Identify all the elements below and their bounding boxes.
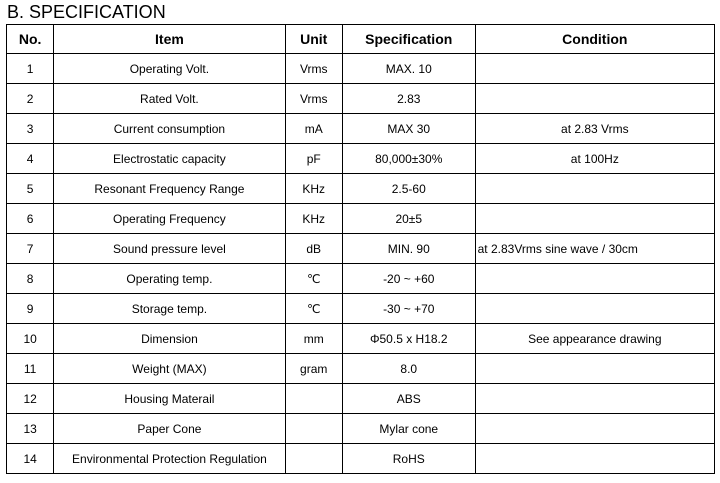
cell-specification: MAX 30 (342, 114, 475, 144)
header-unit: Unit (285, 25, 342, 54)
cell-specification: -20 ~ +60 (342, 264, 475, 294)
cell-condition (475, 384, 714, 414)
cell-item: Resonant Frequency Range (54, 174, 285, 204)
cell-no: 12 (7, 384, 54, 414)
header-specification: Specification (342, 25, 475, 54)
cell-specification: Mylar cone (342, 414, 475, 444)
table-row (7, 174, 715, 204)
cell-unit: KHz (285, 204, 342, 234)
table-row (7, 414, 715, 444)
cell-no: 11 (7, 354, 54, 384)
cell-no: 6 (7, 204, 54, 234)
cell-specification: 80,000±30% (342, 144, 475, 174)
cell-no: 14 (7, 444, 54, 474)
table-row (7, 204, 715, 234)
cell-unit (285, 414, 342, 444)
cell-no: 7 (7, 234, 54, 264)
cell-specification: MAX. 10 (342, 54, 475, 84)
cell-condition (475, 264, 714, 294)
table-body (7, 54, 715, 474)
cell-item: Current consumption (54, 114, 285, 144)
cell-unit: mA (285, 114, 342, 144)
section-title: B. SPECIFICATION (7, 2, 166, 22)
cell-specification: RoHS (342, 444, 475, 474)
cell-unit (285, 444, 342, 474)
table-row (7, 294, 715, 324)
cell-unit: ℃ (285, 264, 342, 294)
cell-unit: dB (285, 234, 342, 264)
table-row (7, 444, 715, 474)
header-item: Item (54, 25, 285, 54)
cell-item: Storage temp. (54, 294, 285, 324)
cell-specification: Φ50.5 x H18.2 (342, 324, 475, 354)
cell-specification: ABS (342, 384, 475, 414)
cell-condition (475, 84, 714, 114)
cell-unit: Vrms (285, 84, 342, 114)
cell-item: Sound pressure level (54, 234, 285, 264)
cell-condition (475, 444, 714, 474)
cell-item: Electrostatic capacity (54, 144, 285, 174)
table-row (7, 144, 715, 174)
cell-no: 5 (7, 174, 54, 204)
specification-table (6, 24, 715, 474)
cell-item: Paper Cone (54, 414, 285, 444)
header-no: No. (7, 25, 54, 54)
table-row (7, 234, 715, 264)
cell-item: Operating temp. (54, 264, 285, 294)
cell-no: 13 (7, 414, 54, 444)
table-row (7, 324, 715, 354)
cell-no: 1 (7, 54, 54, 84)
table-row (7, 114, 715, 144)
cell-unit: mm (285, 324, 342, 354)
cell-specification: 20±5 (342, 204, 475, 234)
cell-specification: -30 ~ +70 (342, 294, 475, 324)
cell-condition: at 2.83Vrms sine wave / 30cm (475, 234, 714, 264)
cell-condition (475, 54, 714, 84)
cell-condition (475, 294, 714, 324)
cell-item: Housing Materail (54, 384, 285, 414)
cell-no: 3 (7, 114, 54, 144)
cell-specification: 2.5-60 (342, 174, 475, 204)
cell-item: Operating Volt. (54, 54, 285, 84)
table-row (7, 354, 715, 384)
cell-condition: See appearance drawing (475, 324, 714, 354)
table-row (7, 54, 715, 84)
cell-no: 8 (7, 264, 54, 294)
cell-item: Rated Volt. (54, 84, 285, 114)
table-row (7, 384, 715, 414)
cell-item: Weight (MAX) (54, 354, 285, 384)
cell-no: 9 (7, 294, 54, 324)
cell-unit: ℃ (285, 294, 342, 324)
cell-unit: Vrms (285, 54, 342, 84)
cell-condition: at 100Hz (475, 144, 714, 174)
cell-condition (475, 354, 714, 384)
cell-item: Dimension (54, 324, 285, 354)
cell-condition (475, 414, 714, 444)
cell-specification: 8.0 (342, 354, 475, 384)
cell-no: 2 (7, 84, 54, 114)
table-row (7, 264, 715, 294)
cell-unit (285, 384, 342, 414)
cell-specification: MIN. 90 (342, 234, 475, 264)
cell-condition (475, 204, 714, 234)
table-header-row (7, 25, 715, 54)
cell-no: 4 (7, 144, 54, 174)
cell-unit: gram (285, 354, 342, 384)
cell-no: 10 (7, 324, 54, 354)
cell-specification: 2.83 (342, 84, 475, 114)
cell-item: Environmental Protection Regulation (54, 444, 285, 474)
cell-unit: pF (285, 144, 342, 174)
header-condition: Condition (475, 25, 714, 54)
cell-unit: KHz (285, 174, 342, 204)
cell-condition (475, 174, 714, 204)
cell-item: Operating Frequency (54, 204, 285, 234)
cell-condition: at 2.83 Vrms (475, 114, 714, 144)
table-row (7, 84, 715, 114)
